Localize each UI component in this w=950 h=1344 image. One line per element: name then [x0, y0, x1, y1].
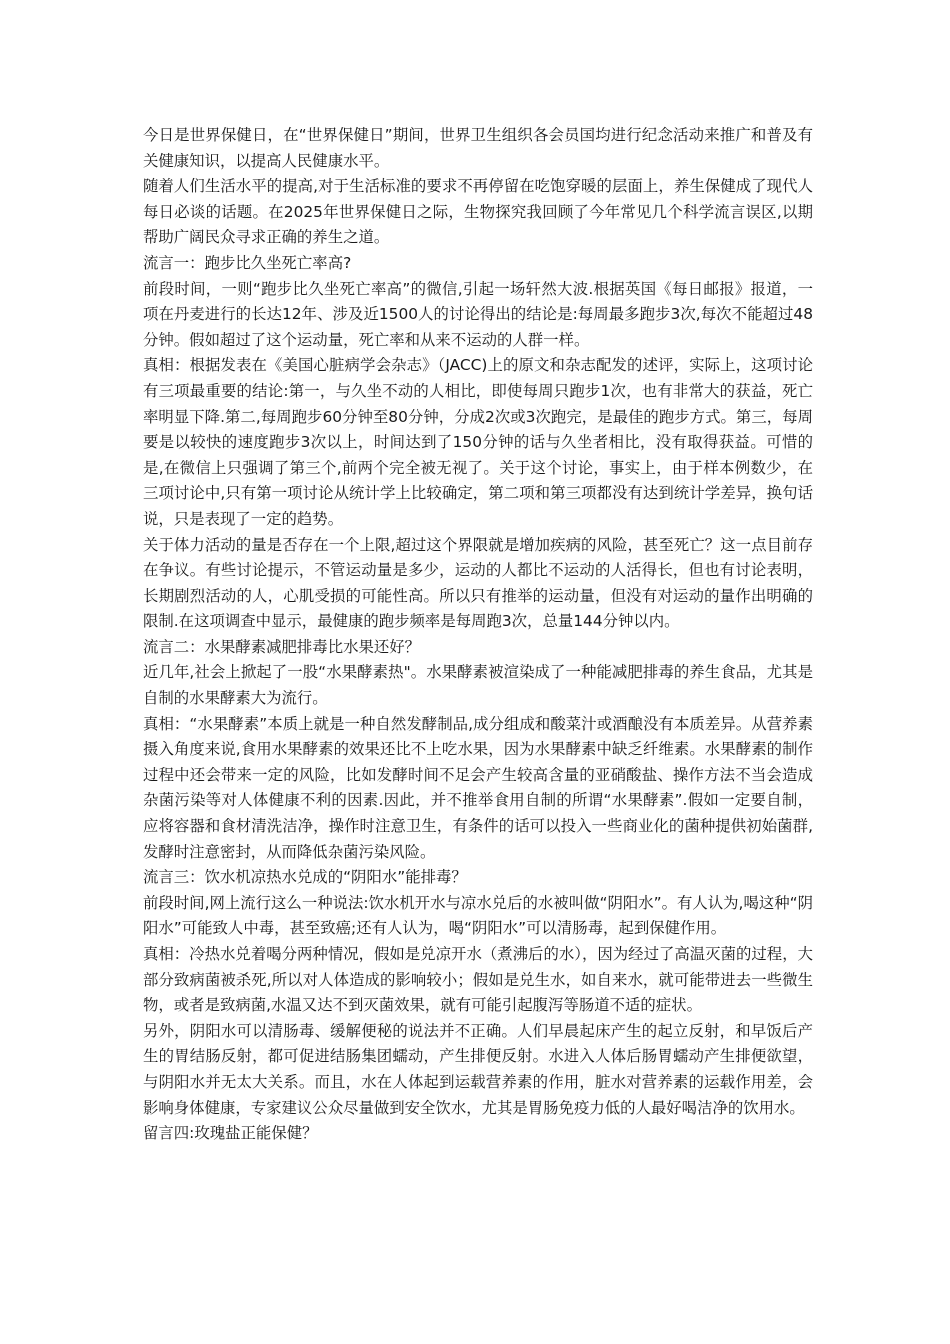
paragraph-rumor-3-truth: 真相：冷热水兑着喝分两种情况，假如是兑凉开水（煮沸后的水），因为经过了高温灭菌的过程，大部分致病菌被杀死,所以对人体造成的影响较小；假如是兑生水，如自来水，就可能带进去一些微生物，或者是致病菌,水温又达不到灭菌效果，就有可能引起腹泻等肠道不适的症状。	[143, 945, 813, 1015]
paragraph-rumor-2-claim: 近几年,社会上掀起了一股“水果酵素热"。水果酵素被渲染成了一种能减肥排毒的养生食品，尤其是自制的水果酵素大为流行。	[143, 663, 813, 708]
paragraph-rumor-2-truth: 真相：“水果酵素”本质上就是一种自然发酵制品,成分组成和酸菜汁或酒酿没有本质差异。从营养素摄入角度来说,食用水果酵素的效果还比不上吃水果，因为水果酵素中缺乏纤维素。水果酵素的制作过程中还会带来一定的风险，比如发酵时间不足会产生较高含量的亚硝酸盐、操作方法不当会造成杂菌污染等对人体健康不利的因素.因此，并不推举食用自制的所谓“水果酵素”.假如一定要自制，应将容器和食材清洗洁净，操作时注意卫生，有条件的话可以投入一些商业化的菌种提供初始菌群,发酵时注意密封，从而降低杂菌污染风险。	[143, 714, 813, 861]
section-heading-rumor-1: 流言一：跑步比久坐死亡率高?	[143, 253, 352, 272]
paragraph-rumor-3-claim: 前段时间,网上流行这么一种说法:饮水机开水与凉水兑后的水被叫做“阴阳水”。有人认为,喝这种“阴阳水”可能致人中毒，甚至致癌;还有人认为，喝“阴阳水”可以清肠毒，起到保健作用。	[143, 893, 813, 938]
paragraph-intro-1: 今日是世界保健日，在“世界保健日”期间，世界卫生组织各会员国均进行纪念活动来推广和普及有关健康知识，以提高人民健康水平。	[143, 126, 813, 170]
section-heading-rumor-3: 流言三：饮水机凉热水兑成的“阴阳水”能排毒？	[143, 868, 467, 887]
paragraph-rumor-1-discussion: 关于体力活动的量是否存在一个上限,超过这个界限就是增加疾病的风险，甚至死亡？这一点目前存在争议。有些讨论提示，不管运动量是多少，运动的人都比不运动的人活得长，但也有讨论表明，长期剧烈活动的人，心肌受损的可能性高。所以只有推举的运动量，但没有对运动的量作出明确的限制.在这项调查中显示，最健康的跑步频率是每周跑3次，总量144分钟以内。	[143, 535, 813, 631]
paragraph-rumor-3-more: 另外，阴阳水可以清肠毒、缓解便秘的说法并不正确。人们早晨起床产生的起立反射，和早饭后产生的胃结肠反射，都可促进结肠集团蠕动，产生排便反射。水进入人体后肠胃蠕动产生排便欲望，与阴阳水并无太大关系。而且，水在人体起到运载营养素的作用，脏水对营养素的运载作用差，会影响身体健康，专家建议公众尽量做到安全饮水，尤其是胃肠免疫力低的人最好喝洁净的饮用水。	[143, 1021, 813, 1117]
paragraph-rumor-1-claim: 前段时间，一则“跑步比久坐死亡率高”的微信,引起一场轩然大波.根据英国《每日邮报》报道，一项在丹麦进行的长达12年、涉及近1500人的讨论得出的结论是:每周最多跑步3次,每次不能超过48分钟。假如超过了这个运动量，死亡率和从来不运动的人群一样。	[143, 279, 813, 349]
section-heading-rumor-2: 流言二：水果酵素减肥排毒比水果还好？	[143, 637, 421, 656]
paragraph-intro-2: 随着人们生活水平的提高,对于生活标准的要求不再停留在吃饱穿暖的层面上，养生保健成了现代人每日必谈的话题。在2025年世界保健日之际，生物探究我回顾了今年常见几个科学流言误区,以期帮助广阔民众寻求正确的养生之道。	[143, 177, 813, 247]
section-heading-rumor-4: 留言四:玫瑰盐正能保健？	[143, 1124, 318, 1143]
paragraph-rumor-1-truth: 真相：根据发表在《美国心脏病学会杂志》（JACC)上的原文和杂志配发的述评，实际上，这项讨论有三项最重要的结论:第一，与久坐不动的人相比，即使每周只跑步1次，也有非常大的获益，死亡率明显下降.第二,每周跑步60分钟至80分钟，分成2次或3次跑完，是最佳的跑步方式。第三，每周要是以较快的速度跑步3次以上，时间达到了150分钟的话与久坐者相比，没有取得获益。可惜的是,在微信上只强调了第三个,前两个完全被无视了。关于这个讨论，事实上，由于样本例数少，在三项讨论中,只有第一项讨论从统计学上比较确定，第二项和第三项都没有达到统计学差异，换句话说，只是表现了一定的趋势。	[143, 356, 813, 528]
document-body	[143, 123, 813, 1147]
